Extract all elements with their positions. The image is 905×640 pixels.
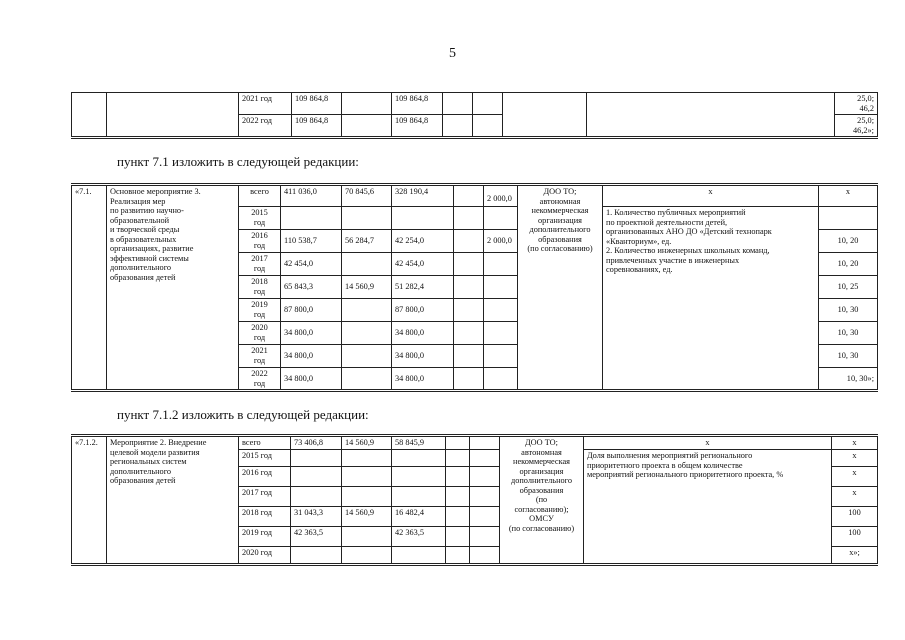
table-row: 2015 год Доля выполнения мероприятий регионального приоритетного проекта в общем количестве мероприятий регионального приоритетного проекта, % х [72,450,878,467]
table-row: «7.1. Основное мероприятие 3. Реализация мер по развитию научно- образовательной и творческой среды в образовательных организациях, развитие эффективной системы дополнительного образования детей всего 411 036,0 70 845,6 328 190,4 2 000,0 ДОО ТО; автономная некоммерческая организация дополнительного образования (по согласованию) х х [72,185,878,207]
table-row: 2019 год 42 363,5 42 363,5 100 [72,527,878,547]
table-row: 2015 год 1. Количество публичных мероприятий по проектной деятельности детей, организованных АНО ДО «Детский технопарк «Кванториум», ед. 2. Количество инженерных школьных команд, привлеченных участие в инженерных соревнованиях, ед. [72,207,878,230]
page-number: 5 [449,46,456,61]
table-row: 2022 год 34 800,0 34 800,0 10, 30»; [72,368,878,391]
indicators: Доля выполнения мероприятий регионального приоритетного проекта в общем количестве мероприятий регионального приоритетного проекта, % [584,450,832,565]
indicators: 1. Количество публичных мероприятий по проектной деятельности детей, организованных АНО ДО «Детский технопарк «Кванториум», ед. 2. Количество инженерных школьных команд, привлеченных участие в инженерных соревнованиях, ед. [603,207,819,391]
table-row: 2019 год 87 800,0 87 800,0 10, 30 [72,299,878,322]
top-table [71,92,878,139]
row-number: «7.1. [72,185,107,391]
table-row: 2018 год 65 843,3 14 560,9 51 282,4 10, 25 [72,276,878,299]
table-row: 2022 год 109 864,8 109 864,8 25,0; 46,2»; [72,115,878,138]
table-row: 2016 год 110 538,7 56 284,7 42 254,0 2 000,0 10, 20 [72,230,878,253]
table-row: 2017 год 42 454,0 42 454,0 10, 20 [72,253,878,276]
table-row: 2020 год 34 800,0 34 800,0 10, 30 [72,322,878,345]
table-row: 2018 год 31 043,3 14 560,9 16 482,4 100 [72,507,878,527]
table-7-1-2 [71,434,878,566]
table-row: «7.1.2. Мероприятие 2. Внедрение целевой модели развития региональных систем дополнительного образования детей всего 73 406,8 14 560,9 58 845,9 ДОО ТО; автономная некоммерческая организация дополнительного образования (по согласованию); ОМСУ (по согласованию) х х [72,436,878,450]
section-heading-7-1-2: пункт 7.1.2 изложить в следующей редакции: [117,407,369,422]
section-heading-7-1: пункт 7.1 изложить в следующей редакции: [117,154,359,169]
table-row: 2016 год х [72,467,878,487]
activity-name: Мероприятие 2. Внедрение целевой модели развития региональных систем дополнительного образования детей [107,436,239,565]
row-number: «7.1.2. [72,436,107,565]
executor: ДОО ТО; автономная некоммерческая организация дополнительного образования (по согласованию); ОМСУ (по согласованию) [500,436,584,565]
table-row: 2020 год х»; [72,547,878,565]
table-row: 2017 год х [72,487,878,507]
activity-name: Основное мероприятие 3. Реализация мер по развитию научно- образовательной и творческой среды в образовательных организациях, развитие эффективной системы дополнительного образования детей [107,185,239,391]
table-row: 2021 год 109 864,8 109 864,8 25,0; 46,2 [72,93,878,115]
table-7-1 [71,183,878,392]
table-row: 2021 год 34 800,0 34 800,0 10, 30 [72,345,878,368]
executor: ДОО ТО; автономная некоммерческая организация дополнительного образования (по согласованию) [518,185,603,391]
